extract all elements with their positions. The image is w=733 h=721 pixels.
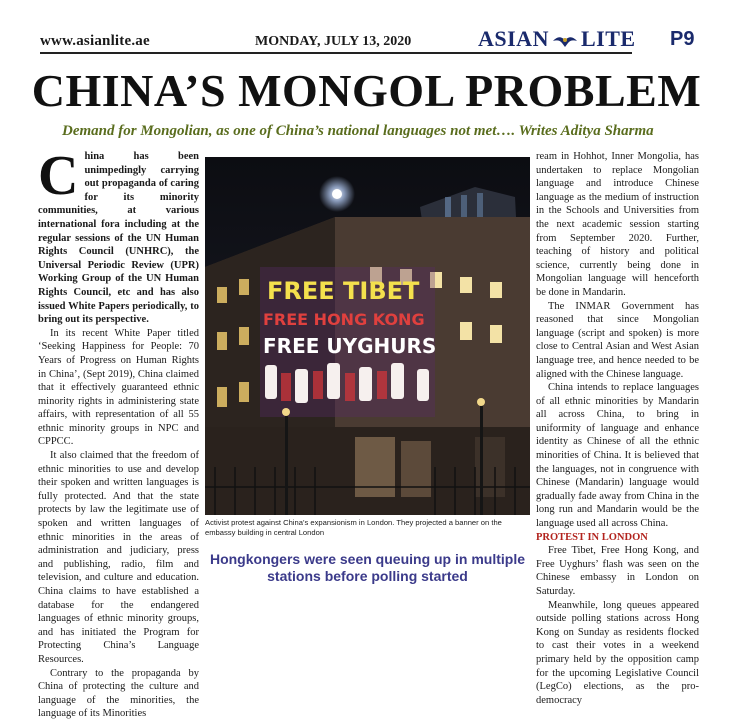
brand-logo [478, 26, 636, 52]
banner-line-1: FREE TIBET [267, 277, 420, 305]
body-paragraph: It also claimed that the freedom of ethnic minorities to use and develop their spoken and written languages is fully protected. And that the state protects by law the legitimate use of spoken and written languages of ethnic minorities in the areas of administration and judiciary, press and publishing, radio, film and television, and culture and education. China claims to have established a database for the endangered languages of ethnic minority groups, and has initiated the Program for Protecting China’s Language Resources. [38, 450, 199, 665]
standfirst: Demand for Mongolian, as one of China’s national languages not met…. Writes Aditya Sharma [62, 123, 654, 139]
section-subhead: PROTEST IN LONDON [536, 531, 648, 543]
left-column [38, 145, 199, 721]
masthead [40, 26, 700, 54]
site-url[interactable]: www.asianlite.ae [40, 33, 150, 49]
body-paragraph: ream in Hohhot, Inner Mongolia, has undertaken to replace Mongolian language and introduce Chinese language as the medium of instruction in the Schools and Universities from the next academic session starting from September 2020. Further, teaching of history and political science, currently being done in Mongolian language will henceforth be done in Mandarin. [536, 151, 699, 298]
photo-caption: Activist protest against China’s expansionism in London. They projected a banner on the embassy building in central London [205, 518, 502, 537]
banner-line-3: FREE UYGHURS [263, 334, 437, 358]
banner-line-2: FREE HONG KONG [263, 310, 425, 329]
body-paragraph: The INMAR Government has reasoned that since Mongolian language (script and spoken) is more close to Central Asian and West Asian language tree, and hence needed to be aligned with the Chinese language. [536, 300, 699, 380]
lead-text: hina has been unimpedingly carrying out propaganda of caring for its minority communities, at various international fora including at the regular sessions of the UN Human Rights Council (UNHRC), the Universal Periodic Review (UPR) Working Group of the UN Human Rights Council, etc and has also issued White Papers periodically, to bring out its perspective. [38, 151, 199, 326]
dropcap: C [38, 145, 79, 207]
body-paragraph: Contrary to the propaganda by China of protecting the culture and language of the minorities, the language of its Minorities [38, 667, 199, 720]
right-column [536, 150, 699, 707]
dateline: MONDAY, JULY 13, 2020 [255, 34, 412, 49]
eagle-emblem-icon [552, 34, 578, 48]
headline: CHINA’S MONGOL PROBLEM [31, 65, 702, 116]
lead-paragraph [38, 145, 199, 327]
body-paragraph: Free Tibet, Free Hong Kong, and Free Uyghurs’ flash was seen on the Chinese embassy in London on Saturday. [536, 545, 699, 597]
body-paragraph: Meanwhile, long queues appeared outside polling stations across Hong Kong on Sunday as residents flocked to cast their votes in a weekend primary held by the opposition camp for the upcoming Legislative Council (LegCo) elections, as the pro-democracy [536, 599, 699, 706]
masthead-rule [40, 52, 632, 54]
article-photo [205, 157, 530, 517]
body-paragraph: In its recent White Paper titled ‘Seeking Happiness for People: 70 Years of Progress on Human Rights in China’, (Sept 2019), China claimed that it effectively guaranteed ethnic minority rights in administering state affairs, with representation of all 55 ethnic minority groups in NPC and CPPCC. [38, 327, 199, 448]
pull-quote: Hongkongers were seen queuing up in multiple stations before polling started [209, 551, 526, 584]
body-paragraph: China intends to replace languages of all ethnic minorities by Mandarin all across China, to bring in uniformity of language and enhance identity as Chinese of all the ethnic minorities of China. It is believed that the languages, not in congruence with Chinese (Mandarin) language would gradually fade away from China in the long run and Mandarin would be the language used all across China. [536, 382, 699, 530]
page-number: P9 [670, 28, 695, 50]
brand-left-text: ASIAN [478, 26, 549, 51]
brand-right-text: LITE [580, 26, 636, 51]
embassy-protest-photo [205, 157, 530, 515]
